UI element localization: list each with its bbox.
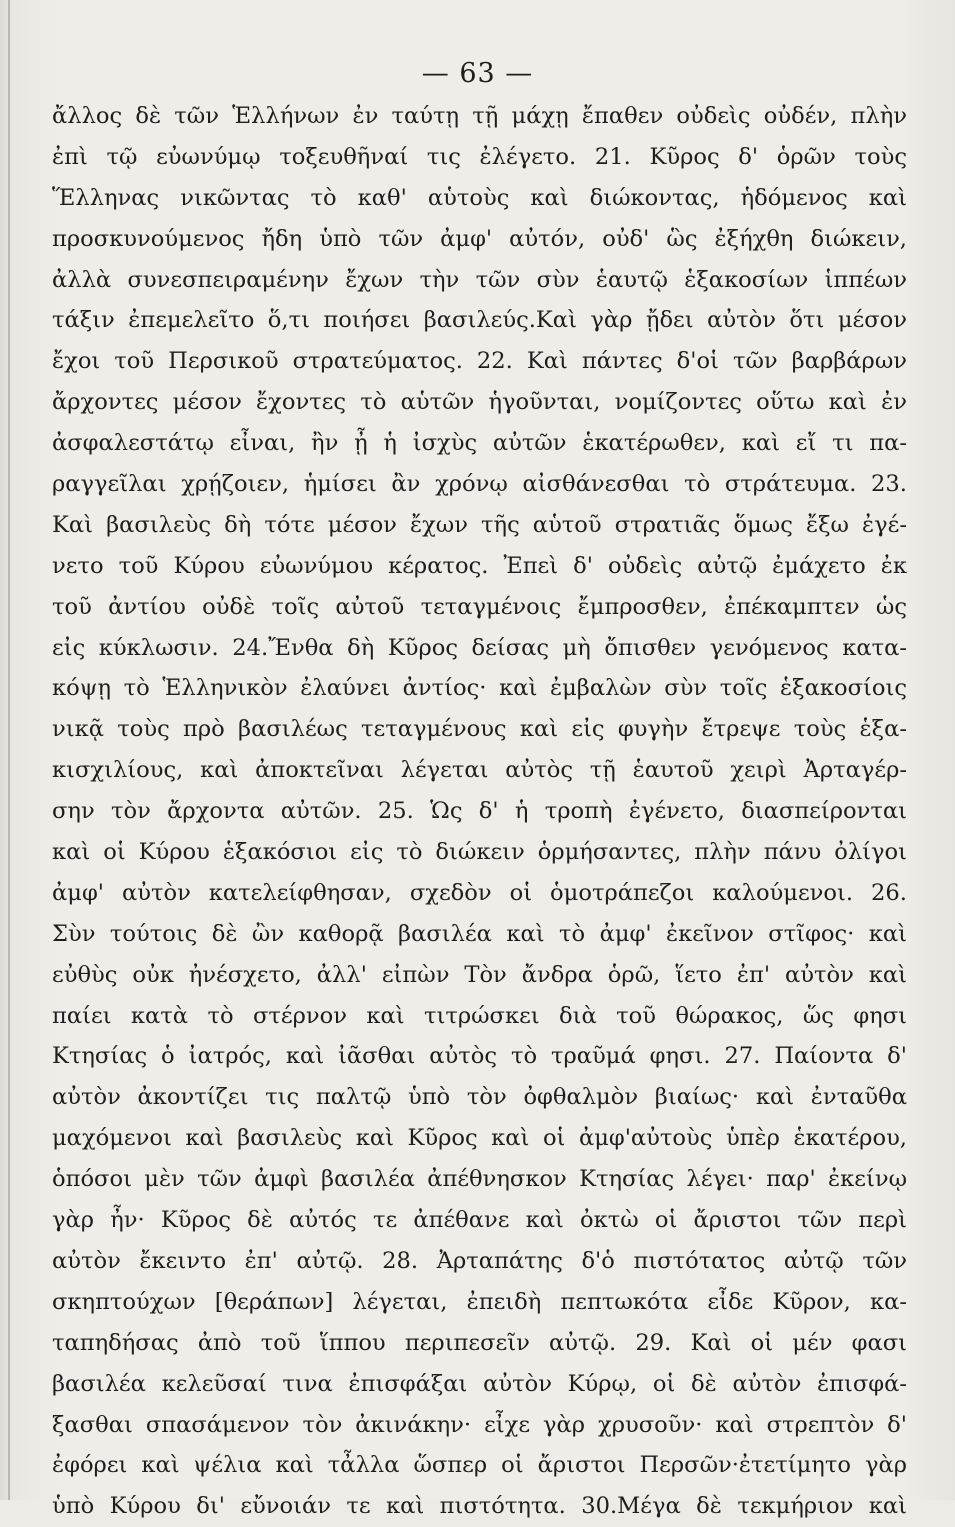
text-line: γὰρ ἦν· Κῦρος δὲ αὐτός τε ἀπέθανε καὶ ὀκτὼ οἱ ἄριστοι τῶν περὶ xyxy=(52,1207,907,1234)
text-line: ραγγεῖλαι χρῄζοιεν, ἡμίσει ἂν χρόνῳ αἰσθάνεσθαι τὸ στράτευμα. 23. xyxy=(52,471,907,498)
text-line: αὐτὸν ἀκοντίζει τις παλτῷ ὑπὸ τὸν ὀφθαλμὸν βιαίως· καὶ ἐνταῦθα xyxy=(52,1084,907,1111)
text-line: ἄλλος δὲ τῶν Ἑλλήνων ἐν ταύτῃ τῇ μάχῃ ἔπαθεν οὐδεὶς οὐδέν, πλὴν xyxy=(52,103,907,129)
text-line: νικᾷ τοὺς πρὸ βασιλέως τεταγμένους καὶ εἰς φυγὴν ἔτρεψε τοὺς ἑξα- xyxy=(52,716,907,743)
text-line: ὑπὸ Κύρου δι' εὔνοιάν τε καὶ πιστότητα. 30.Μέγα δὲ τεκμήριον καὶ xyxy=(52,1493,907,1520)
text-line: ἄρχοντες μέσον ἔχοντες τὸ αὑτῶν ἡγοῦνται, νομίζοντες οὕτω καὶ ἐν xyxy=(52,389,907,416)
text-line: Ἕλληνας νικῶντας τὸ καθ' αὑτοὺς καὶ διώκοντας, ἡδόμενος καὶ xyxy=(52,184,907,211)
text-line: σκηπτούχων [θεράπων] λέγεται, ἐπειδὴ πεπτωκότα εἶδε Κῦρον, κα- xyxy=(52,1288,907,1315)
text-line: προσκυνούμενος ἤδη ὑπὸ τῶν ἀμφ' αὐτόν, οὐδ' ὣς ἐξήχθη διώκειν, xyxy=(52,225,907,252)
text-line: κισχιλίους, καὶ ἀποκτεῖναι λέγεται αὐτὸς τῇ ἑαυτοῦ χειρὶ Ἀρταγέρ- xyxy=(52,757,907,784)
text-line: ἔχοι τοῦ Περσικοῦ στρατεύματος. 22. Καὶ πάντες δ'οἱ τῶν βαρβάρων xyxy=(52,348,907,375)
text-line: ἐφόρει καὶ ψέλια καὶ τἆλλα ὥσπερ οἱ ἄριστοι Περσῶν·ἐτετίμητο γὰρ xyxy=(52,1452,907,1479)
text-line: κόψῃ τὸ Ἑλληνικὸν ἐλαύνει ἀντίος· καὶ ἐμβαλὼν σὺν τοῖς ἑξακοσίοις xyxy=(52,675,907,702)
text-line: καὶ οἱ Κύρου ἑξακόσιοι εἰς τὸ διώκειν ὁρμήσαντες, πλὴν πάνυ ὀλίγοι xyxy=(52,839,907,866)
text-line: ὁπόσοι μὲν τῶν ἀμφὶ βασιλέα ἀπέθνησκον Κτησίας λέγει· παρ' ἐκείνῳ xyxy=(52,1166,907,1193)
page-number: — 63 — xyxy=(421,58,534,89)
text-line: τάξιν ἐπεμελεῖτο ὅ,τι ποιήσει βασιλεύς.Καὶ γὰρ ᾔδει αὐτὸν ὅτι μέσον xyxy=(52,307,907,334)
text-line: εἰς κύκλωσιν. 24.Ἔνθα δὴ Κῦρος δείσας μὴ ὄπισθεν γενόμενος κατα- xyxy=(52,634,907,661)
text-line: νετο τοῦ Κύρου εὐωνύμου κέρατος. Ἐπεὶ δ' οὐδεὶς αὐτῷ ἐμάχετο ἐκ xyxy=(52,552,907,579)
text-line: Κτησίας ὁ ἰατρός, καὶ ἰᾶσθαι αὐτὸς τὸ τραῦμά φησι. 27. Παίοντα δ' xyxy=(52,1043,907,1070)
text-line: ἀμφ' αὐτὸν κατελείφθησαν, σχεδὸν οἱ ὁμοτράπεζοι καλούμενοι. 26. xyxy=(52,879,907,906)
text-line: Καὶ βασιλεὺς δὴ τότε μέσον ἔχων τῆς αὑτοῦ στρατιᾶς ὅμως ἔξω ἐγέ- xyxy=(52,511,907,538)
text-line: αὐτὸν ἔκειντο ἐπ' αὐτῷ. 28. Ἀρταπάτης δ'ὁ πιστότατος αὐτῷ τῶν xyxy=(52,1247,907,1274)
page-binding-edge xyxy=(8,0,10,1500)
text-line: βασιλέα κελεῦσαί τινα ἐπισφάξαι αὐτὸν Κύρῳ, οἱ δὲ αὐτὸν ἐπισφά- xyxy=(52,1370,907,1397)
text-line: ἐπὶ τῷ εὐωνύμῳ τοξευθῆναί τις ἐλέγετο. 21. Κῦρος δ' ὁρῶν τοὺς xyxy=(52,143,907,170)
text-line: ἀλλὰ συνεσπειραμένην ἔχων τὴν τῶν σὺν ἑαυτῷ ἑξακοσίων ἱππέων xyxy=(52,266,907,293)
text-line: σην τὸν ἄρχοντα αὐτῶν. 25. Ὡς δ' ἡ τροπὴ ἐγένετο, διασπείρονται xyxy=(52,798,907,825)
text-line: μαχόμενοι καὶ βασιλεὺς καὶ Κῦρος καὶ οἱ ἀμφ'αὐτοὺς ὑπὲρ ἑκατέρου, xyxy=(52,1125,907,1152)
body-text xyxy=(52,96,907,1527)
text-line: ἀσφαλεστάτῳ εἶναι, ἢν ᾖ ἡ ἰσχὺς αὐτῶν ἑκατέρωθεν, καὶ εἴ τι πα- xyxy=(52,430,907,457)
text-line: τοῦ ἀντίου οὐδὲ τοῖς αὐτοῦ τεταγμένοις ἔμπροσθεν, ἐπέκαμπτεν ὡς xyxy=(52,593,907,620)
text-line: Σὺν τούτοις δὲ ὢν καθορᾷ βασιλέα καὶ τὸ ἀμφ' ἐκεῖνον στῖφος· καὶ xyxy=(52,920,907,947)
text-line: εὐθὺς οὐκ ἠνέσχετο, ἀλλ' εἰπὼν Τὸν ἄνδρα ὁρῶ, ἵετο ἐπ' αὐτὸν καὶ xyxy=(52,961,907,988)
text-line: παίει κατὰ τὸ στέρνον καὶ τιτρώσκει διὰ τοῦ θώρακος, ὥς φησι xyxy=(52,1002,907,1029)
text-line: ξασθαι σπασάμενον τὸν ἀκινάκην· εἶχε γὰρ χρυσοῦν· καὶ στρεπτὸν δ' xyxy=(52,1411,907,1438)
text-line: ταπηδήσας ἀπὸ τοῦ ἵππου περιπεσεῖν αὐτῷ. 29. Καὶ οἱ μέν φασι xyxy=(52,1329,907,1356)
